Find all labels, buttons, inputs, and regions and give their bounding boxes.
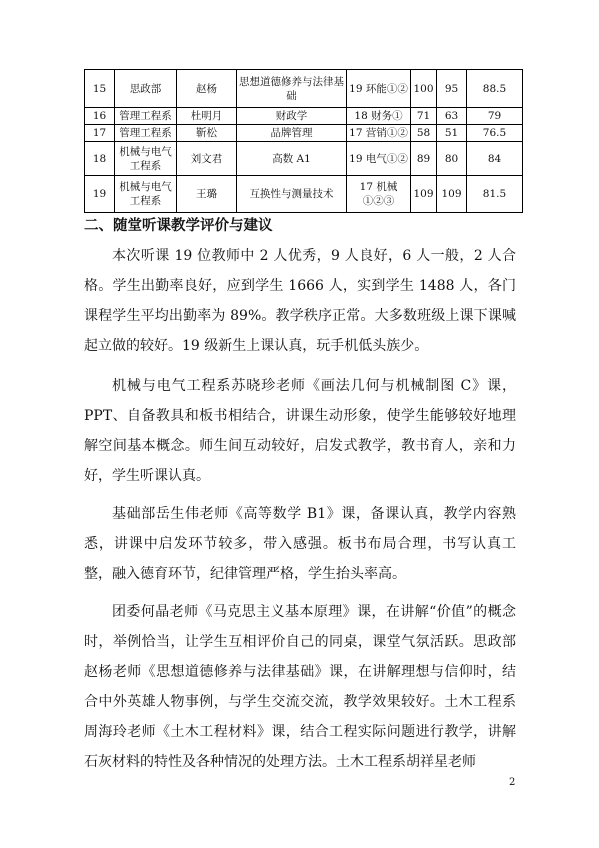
attendance-table <box>84 69 523 213</box>
teacher-name: 杜明月 <box>177 108 237 125</box>
actual-count: 109 <box>437 176 467 213</box>
expected-count: 58 <box>411 125 437 142</box>
class-name: 18 财务① <box>347 108 411 125</box>
score: 81.5 <box>467 176 523 213</box>
score: 76.5 <box>467 125 523 142</box>
table-row <box>85 70 523 108</box>
course-name: 互换性与测量技术 <box>237 176 347 213</box>
department: 管理工程系 <box>115 125 177 142</box>
paragraph: 团委何晶老师《马克思主义基本原理》课，在讲解“价值”的概念时，举例恰当，让学生互相评价自己的同桌，课堂气氛活跃。思政部赵杨老师《思想道德修养与法律基础》课，在讲解理想与信仰时，结合中外英雄人物事例，与学生交流交流，教学效果较好。土木工程系周海玲老师《土木工程材料》课，结合工程实际问题进行教学，讲解石灰材料的特性及各种情况的处理方法。土木工程系胡祥星老师 <box>84 604 516 770</box>
row-number: 16 <box>85 108 115 125</box>
page-number: 2 <box>509 777 516 788</box>
department: 机械与电气工程系 <box>115 142 177 176</box>
department: 机械与电气工程系 <box>115 176 177 213</box>
class-name: 17 机械①②③ <box>347 176 411 213</box>
score: 84 <box>467 142 523 176</box>
expected-count: 109 <box>411 176 437 213</box>
paragraph: 基础部岳生伟老师《高等数学 B1》课，备课认真，教学内容熟悉，讲课中启发环节较多，带入感强。板书布局合理，书写认真工整，融入德育环节，纪律管理严格，学生抬头率高。 <box>84 506 516 582</box>
section-heading: 二、随堂听课教学评价与建议 <box>84 218 273 234</box>
teacher-name: 靳松 <box>177 125 237 142</box>
row-number: 17 <box>85 125 115 142</box>
expected-count: 89 <box>411 142 437 176</box>
table-row <box>85 108 523 125</box>
class-name: 17 营销①② <box>347 125 411 142</box>
department: 管理工程系 <box>115 108 177 125</box>
table-row <box>85 176 523 213</box>
expected-count: 71 <box>411 108 437 125</box>
row-number: 19 <box>85 176 115 213</box>
row-number: 15 <box>85 70 115 108</box>
actual-count: 63 <box>437 108 467 125</box>
course-name: 思想道德修养与法律基础 <box>237 70 347 108</box>
score: 88.5 <box>467 70 523 108</box>
department: 思政部 <box>115 70 177 108</box>
actual-count: 51 <box>437 125 467 142</box>
class-name: 19 电气①② <box>347 142 411 176</box>
paragraph: 本次听课 19 位教师中 2 人优秀，9 人良好，6 人一般，2 人合格。学生出勤率良好，应到学生 1666 人，实到学生 1488 人，各门课程学生平均出勤率为 89%。教学秩序正常。大多数班级上课下课喊起立做的较好。19 级新生上课认真，玩手机低头族少。 <box>84 248 516 354</box>
actual-count: 95 <box>437 70 467 108</box>
teacher-name: 赵杨 <box>177 70 237 108</box>
course-name: 财政学 <box>237 108 347 125</box>
score: 79 <box>467 108 523 125</box>
row-number: 18 <box>85 142 115 176</box>
table-row <box>85 125 523 142</box>
teacher-name: 刘文君 <box>177 142 237 176</box>
course-name: 品牌管理 <box>237 125 347 142</box>
class-name: 19 环能①② <box>347 70 411 108</box>
paragraph: 机械与电气工程系苏晓珍老师《画法几何与机械制图 C》课，PPT、自备教具和板书相结合，讲课生动形象，使学生能够较好地理解空间基本概念。师生间互动较好，启发式教学，教书育人，亲和力好，学生听课认真。 <box>84 378 516 484</box>
actual-count: 80 <box>437 142 467 176</box>
teacher-name: 王璐 <box>177 176 237 213</box>
expected-count: 100 <box>411 70 437 108</box>
course-name: 高数 A1 <box>237 142 347 176</box>
table-row <box>85 142 523 176</box>
